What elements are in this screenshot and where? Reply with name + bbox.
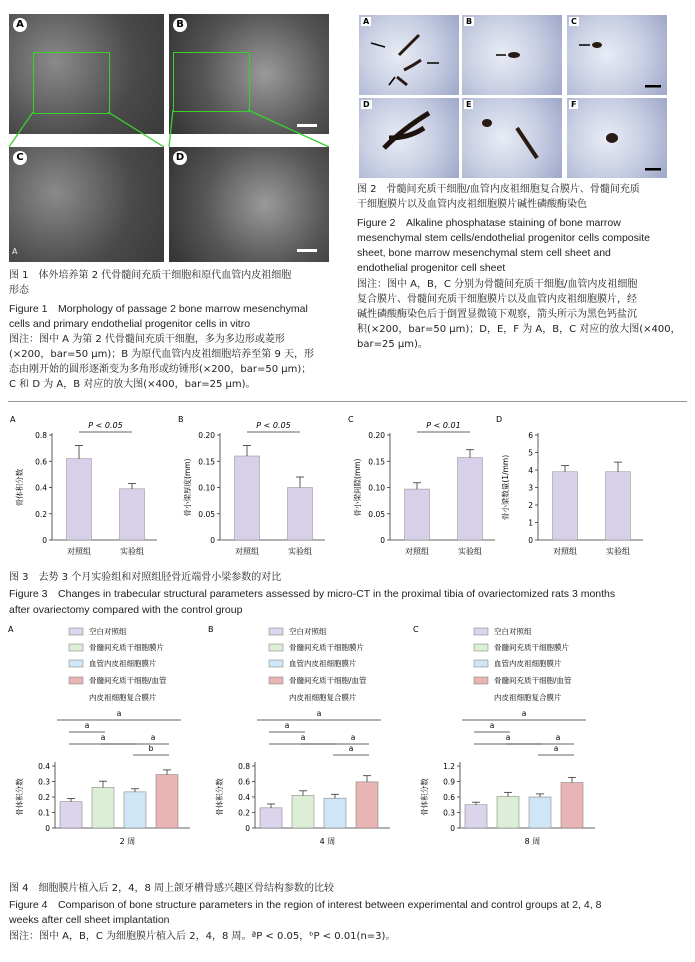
significance-label: a <box>300 733 306 742</box>
panel-letter: C <box>413 625 419 634</box>
fig4-chart-c <box>413 625 595 846</box>
significance-label: a <box>489 721 495 730</box>
panel-letter: A <box>8 625 14 634</box>
y-tick-label: 0.20 <box>368 431 385 440</box>
significance-label: a <box>84 721 90 730</box>
bar <box>288 488 313 541</box>
fig3-chart-a <box>10 415 157 556</box>
fig4-chart-b <box>208 625 390 846</box>
legend-label: 骨髓间充质干细胞膜片 <box>494 643 569 652</box>
panel-label: C <box>13 151 27 165</box>
legend-swatch <box>269 677 283 684</box>
panel-label: D <box>363 100 370 109</box>
legend-label: 骨髓间充质干细胞/血管 <box>494 676 572 685</box>
fig2-note-3: 碱性磷酸酶染色后于倒置显微镜下观察，箭头所示为黑色钙盐沉 <box>357 309 637 320</box>
panel-letter: D <box>496 415 503 424</box>
y-tick-label: 0.05 <box>198 509 215 519</box>
fig3-chart-d <box>496 415 643 556</box>
y-tick-label: 0.05 <box>368 509 385 519</box>
significance-label: a <box>505 733 511 742</box>
y-tick-label: 0.8 <box>35 431 47 440</box>
bar <box>356 782 378 828</box>
legend-swatch <box>474 628 488 635</box>
legend-label: 血管内皮祖细胞膜片 <box>89 659 157 668</box>
legend-label: 骨髓间充质干细胞膜片 <box>289 643 364 652</box>
y-tick-label: 0.2 <box>38 793 50 802</box>
x-tick-label: 对照组 <box>405 547 429 556</box>
significance-label: a <box>150 733 156 742</box>
y-tick-label: 1 <box>528 518 533 528</box>
fig3-chart-c <box>348 415 495 556</box>
fig2-note-4: 积(×200，bar=50 μm)；D，E，F 为 A，B，C 对应的放大图(×400， <box>357 324 681 335</box>
legend-label: 骨髓间充质干细胞/血管 <box>289 676 367 685</box>
y-tick-label: 0 <box>42 536 47 545</box>
panel-letter: B <box>178 415 184 424</box>
significance-label: P < 0.05 <box>88 421 123 430</box>
fig2-caption-zh-1: 图 2 骨髓间充质干细胞/血管内皮祖细胞复合膜片、骨髓间充质 <box>357 184 640 195</box>
significance-label: P < 0.05 <box>256 421 291 430</box>
y-tick-label: 0.1 <box>38 808 50 818</box>
bar <box>405 489 430 540</box>
x-tick-label: 实验组 <box>458 547 482 556</box>
legend-swatch <box>69 644 83 651</box>
fig4-caption-en-1: Figure 4 Comparison of bone structure parameters in the region of interest between experimental and control groups at 2, 4, 8 <box>9 899 602 911</box>
y-tick-label: 0.3 <box>443 808 455 818</box>
x-tick-label: 实验组 <box>288 547 312 556</box>
legend-label: 空白对照组 <box>289 627 327 636</box>
panel-label: A <box>13 18 27 32</box>
fig2-panel-b <box>462 15 562 95</box>
fig4-note: 图注：图中 A，B，C 为细胞膜片植入后 2，4，8 周。ªP < 0.05，ᵇP < 0.01(n=3)。 <box>9 931 396 942</box>
fig4-charts <box>0 620 695 876</box>
y-tick-label: 4 <box>528 466 533 475</box>
y-tick-label: 0 <box>450 824 455 833</box>
y-axis-label: 骨体积分数 <box>15 778 24 816</box>
y-tick-label: 0.20 <box>198 431 215 440</box>
y-tick-label: 0 <box>528 536 533 545</box>
bar <box>156 775 178 828</box>
panel-letter-small: A <box>12 247 18 256</box>
bar <box>465 805 487 828</box>
y-tick-label: 0.9 <box>443 777 455 787</box>
significance-label: a <box>350 733 356 742</box>
significance-label: b <box>148 744 154 753</box>
bar <box>60 802 82 828</box>
fig4-caption-zh: 图 4 细胞膜片植入后 2，4，8 周上颌牙槽骨感兴趣区骨结构参数的比较 <box>9 883 334 894</box>
y-axis-label: 骨体积分数 <box>15 468 24 507</box>
panel-label: F <box>571 100 577 109</box>
bar <box>67 459 92 540</box>
y-tick-label: 0 <box>380 536 385 545</box>
x-tick-label: 实验组 <box>606 547 630 556</box>
fig3-caption-zh: 图 3 去势 3 个月实验组和对照组胫骨近端骨小梁参数的对比 <box>9 572 282 583</box>
bar <box>124 792 146 828</box>
y-tick-label: 0 <box>245 824 250 833</box>
significance-label: a <box>116 709 122 718</box>
bar <box>292 795 314 828</box>
fig2-panel-f <box>567 98 667 178</box>
legend-label: 骨髓间充质干细胞膜片 <box>89 643 164 652</box>
legend-swatch <box>69 677 83 684</box>
fig3-caption-en-1: Figure 3 Changes in trabecular structural parameters assessed by micro-CT in the proximal tibia of ovariectomized rats 3 months <box>9 588 616 600</box>
fig2-panel-c <box>567 15 667 95</box>
legend-swatch <box>474 677 488 684</box>
significance-label: a <box>553 744 559 753</box>
bar <box>553 472 578 540</box>
bar <box>561 783 583 828</box>
significance-label: P < 0.01 <box>426 421 461 430</box>
y-tick-label: 1.2 <box>443 762 455 771</box>
legend-swatch <box>269 628 283 635</box>
panel-label: B <box>466 17 473 26</box>
significance-label: a <box>348 744 354 753</box>
y-axis-label: 骨体积分数 <box>420 778 429 816</box>
significance-label: a <box>100 733 106 742</box>
y-tick-label: 3 <box>528 483 533 493</box>
fig3-charts <box>0 410 695 565</box>
fig2-note-1: 图注：图中 A，B，C 分别为骨髓间充质干细胞/血管内皮祖细胞 <box>357 279 638 290</box>
legend-swatch <box>69 660 83 667</box>
significance-label: a <box>555 733 561 742</box>
y-axis-label: 骨小梁数量(1/mm) <box>501 454 510 521</box>
fig1-note-1: 图注：图中 A 为第 2 代骨髓间充质干细胞，多为多边形或菱形 <box>9 334 285 345</box>
scale-bar <box>297 249 317 252</box>
fig2-panel-d <box>359 98 459 178</box>
bar <box>92 787 114 828</box>
divider <box>8 401 687 402</box>
fig2-note-5: bar=25 μm)。 <box>357 339 428 350</box>
panel-label: D <box>173 151 187 165</box>
panel-label: B <box>173 18 187 32</box>
panel-label: C <box>571 17 577 26</box>
legend-label: 空白对照组 <box>494 627 532 636</box>
y-tick-label: 0 <box>210 536 215 545</box>
x-axis-label: 4 周 <box>319 837 336 846</box>
panel-label: A <box>363 17 370 26</box>
legend-swatch <box>269 644 283 651</box>
fig4-caption-en-2: weeks after cell sheet implantation <box>9 914 170 926</box>
panel-letter: B <box>208 625 214 634</box>
bar <box>260 808 282 828</box>
legend-label: 内皮祖细胞复合膜片 <box>289 693 357 702</box>
legend-swatch <box>69 628 83 635</box>
zoom-lines <box>0 0 340 160</box>
fig2-caption-en-1: Figure 2 Alkaline phosphatase staining of bone marrow <box>357 217 621 229</box>
y-tick-label: 0.4 <box>38 762 50 771</box>
legend-label: 内皮祖细胞复合膜片 <box>89 693 157 702</box>
y-tick-label: 0.6 <box>238 777 250 787</box>
y-tick-label: 0 <box>45 824 50 833</box>
significance-label: a <box>316 709 322 718</box>
x-tick-label: 对照组 <box>67 547 91 556</box>
fig1-caption-zh-2: 形态 <box>9 285 29 296</box>
panel-letter: C <box>348 415 354 424</box>
bar <box>235 456 260 540</box>
fig1-caption-en-1: Figure 1 Morphology of passage 2 bone marrow mesenchymal <box>9 303 308 315</box>
bar <box>497 796 519 828</box>
legend-swatch <box>474 660 488 667</box>
x-tick-label: 对照组 <box>235 547 259 556</box>
panel-label: E <box>466 100 472 109</box>
bar <box>458 458 483 540</box>
y-tick-label: 0.2 <box>238 808 250 818</box>
y-axis-label: 骨体积分数 <box>215 778 224 816</box>
y-tick-label: 0.4 <box>35 483 47 493</box>
fig3-chart-b <box>178 415 325 556</box>
fig1-note-2: (×200，bar=50 μm)；B 为原代血管内皮祖细胞培养至第 9 天，形 <box>9 349 314 360</box>
significance-label: a <box>521 709 527 718</box>
panel-letter: A <box>10 415 16 424</box>
y-tick-label: 0.8 <box>238 762 250 771</box>
fig1-note-3: 态由刚开始的圆形逐渐变为多角形或纺锤形(×200，bar=50 μm)； <box>9 364 312 375</box>
legend-swatch <box>474 644 488 651</box>
bar <box>120 489 145 540</box>
fig1-panel-d <box>169 147 329 262</box>
y-axis-label: 骨小梁间隙(mm) <box>353 458 362 517</box>
legend-label: 骨髓间充质干细胞/血管 <box>89 676 167 685</box>
fig2-note-2: 复合膜片、骨髓间充质干细胞膜片以及血管内皮祖细胞膜片，经 <box>357 294 637 305</box>
legend-label: 内皮祖细胞复合膜片 <box>494 693 562 702</box>
fig2-caption-zh-2: 干细胞膜片以及血管内皮祖细胞膜片碱性磷酸酶染色 <box>357 199 587 210</box>
y-tick-label: 0.10 <box>198 483 215 493</box>
fig2-panel-a <box>359 15 459 95</box>
y-tick-label: 0.6 <box>443 793 455 802</box>
bar <box>606 472 631 540</box>
y-tick-label: 2 <box>528 501 533 510</box>
fig2-caption-en-2: mesenchymal stem cells/endothelial progenitor cells composite <box>357 232 650 244</box>
legend-label: 血管内皮祖细胞膜片 <box>494 659 562 668</box>
y-tick-label: 0.6 <box>35 457 47 467</box>
y-tick-label: 6 <box>528 431 533 440</box>
y-tick-label: 0.10 <box>368 483 385 493</box>
x-tick-label: 对照组 <box>553 547 577 556</box>
bar <box>529 797 551 828</box>
y-axis-label: 骨小梁厚度(mm) <box>183 458 192 517</box>
y-tick-label: 0.15 <box>198 457 215 467</box>
fig1-panel-c <box>9 147 164 262</box>
x-axis-label: 2 周 <box>119 837 136 846</box>
y-tick-label: 5 <box>528 448 533 458</box>
fig3-caption-en-2: after ovariectomy compared with the control group <box>9 604 243 616</box>
significance-label: a <box>284 721 290 730</box>
y-tick-label: 0.4 <box>238 793 250 802</box>
y-tick-label: 0.2 <box>35 509 47 519</box>
fig2-caption-en-3: sheet, bone marrow mesenchymal stem cell sheet and <box>357 247 611 259</box>
x-tick-label: 实验组 <box>120 547 144 556</box>
x-axis-label: 8 周 <box>524 837 541 846</box>
y-tick-label: 0.3 <box>38 777 50 787</box>
fig1-note-4: C 和 D 为 A，B 对应的放大图(×400，bar=25 μm)。 <box>9 379 256 390</box>
fig4-chart-a <box>8 625 190 846</box>
legend-label: 空白对照组 <box>89 627 127 636</box>
fig1-caption-en-2: cells and primary endothelial progenitor cells in vitro <box>9 318 251 330</box>
fig2-caption-en-4: endothelial progenitor cell sheet <box>357 262 506 274</box>
legend-label: 血管内皮祖细胞膜片 <box>289 659 357 668</box>
bar <box>324 798 346 828</box>
fig2-panel-e <box>462 98 562 178</box>
y-tick-label: 0.15 <box>368 457 385 467</box>
fig1-caption-zh-1: 图 1 体外培养第 2 代骨髓间充质干细胞和原代血管内皮祖细胞 <box>9 270 292 281</box>
legend-swatch <box>269 660 283 667</box>
